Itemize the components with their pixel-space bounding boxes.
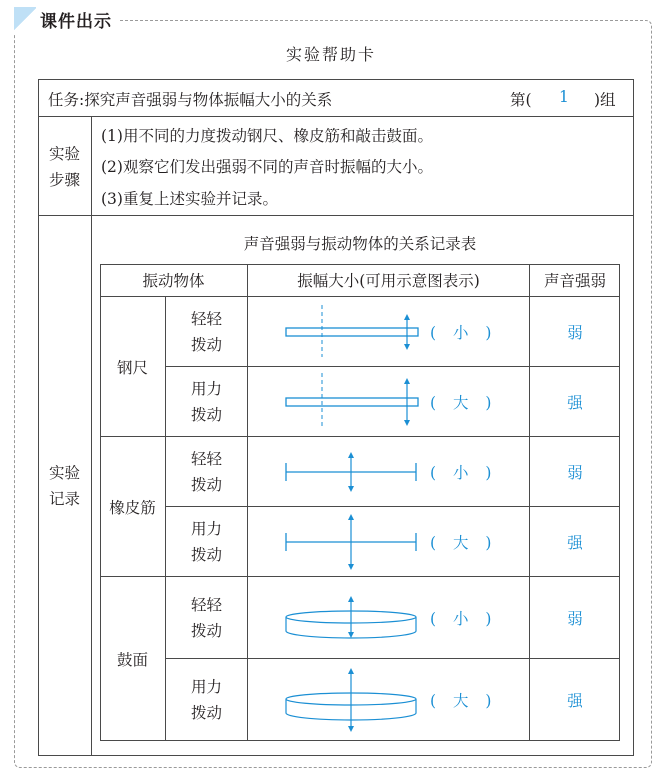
group-suffix: )组 xyxy=(594,91,616,109)
action-cell xyxy=(166,437,248,507)
section-tab xyxy=(14,4,118,34)
strength-cell: 强 xyxy=(567,692,583,710)
header-strength: 声音强弱 xyxy=(530,264,620,297)
action-line1: 用力 xyxy=(190,519,222,538)
step-item: (2)观察它们发出强弱不同的声音时振幅的大小。 xyxy=(101,158,433,176)
strength-cell: 弱 xyxy=(530,577,620,659)
section-tab-label: 课件出示 xyxy=(40,11,112,32)
action-cell xyxy=(166,297,248,367)
amplitude-cell xyxy=(248,297,530,367)
amplitude-cell xyxy=(248,437,530,507)
amplitude-answer: ( 小 ) xyxy=(430,610,498,628)
steps-label-line2: 步骤 xyxy=(48,170,80,189)
action-cell xyxy=(166,659,248,741)
steps-label xyxy=(38,117,92,216)
amplitude-answer: ( 大 ) xyxy=(430,534,498,552)
action-cell xyxy=(166,507,248,577)
action-line2: 拨动 xyxy=(190,475,222,494)
record-label xyxy=(38,216,92,756)
amplitude-cell xyxy=(248,507,530,577)
action-line2: 拨动 xyxy=(190,704,222,722)
amplitude-answer: ( 大 ) xyxy=(430,394,498,412)
amplitude-answer: ( 小 ) xyxy=(430,324,498,342)
action-line1: 轻轻 xyxy=(190,449,222,468)
action-line2: 拨动 xyxy=(190,621,222,640)
record-label-line2: 记录 xyxy=(48,490,80,508)
action-line1: 用力 xyxy=(190,678,222,696)
tab-decoration-icon xyxy=(14,7,36,31)
amplitude-cell xyxy=(248,577,530,659)
header-amplitude: 振幅大小(可用示意图表示) xyxy=(248,264,530,297)
action-line1: 轻轻 xyxy=(190,309,222,328)
object-cell: 钢尺 xyxy=(100,297,166,437)
header-object: 振动物体 xyxy=(100,264,248,297)
strength-cell: 强 xyxy=(530,507,620,577)
amplitude-cell xyxy=(248,659,530,741)
action-line2: 拨动 xyxy=(190,545,222,564)
steps-label-line1: 实验 xyxy=(48,144,80,163)
action-cell xyxy=(166,577,248,659)
group-prefix: 第( xyxy=(510,91,532,109)
amplitude-answer: ( 大 ) xyxy=(430,692,498,710)
amplitude-answer: ( 小 ) xyxy=(430,464,498,482)
record-table-title: 声音强弱与振动物体的关系记录表 xyxy=(243,235,477,253)
record-label-line1: 实验 xyxy=(48,464,80,482)
step-item: (1)用不同的力度拨动钢尺、橡皮筋和敲击鼓面。 xyxy=(101,127,433,145)
strength-cell: 强 xyxy=(530,367,620,437)
task-text: 任务:探究声音强弱与物体振幅大小的关系 xyxy=(48,91,333,109)
action-cell xyxy=(166,367,248,437)
action-line2: 拨动 xyxy=(190,335,222,354)
action-line1: 轻轻 xyxy=(190,595,222,614)
amplitude-cell xyxy=(248,367,530,437)
object-cell: 橡皮筋 xyxy=(100,437,166,577)
task-row xyxy=(38,79,634,117)
action-line1: 用力 xyxy=(190,379,222,398)
step-item: (3)重复上述实验并记录。 xyxy=(101,190,278,208)
action-line2: 拨动 xyxy=(190,405,222,424)
strength-cell: 弱 xyxy=(530,437,620,507)
strength-cell: 弱 xyxy=(530,297,620,367)
group-number: 1 xyxy=(559,88,569,106)
card-title: 实验帮助卡 xyxy=(285,45,376,64)
object-cell: 鼓面 xyxy=(100,577,166,741)
